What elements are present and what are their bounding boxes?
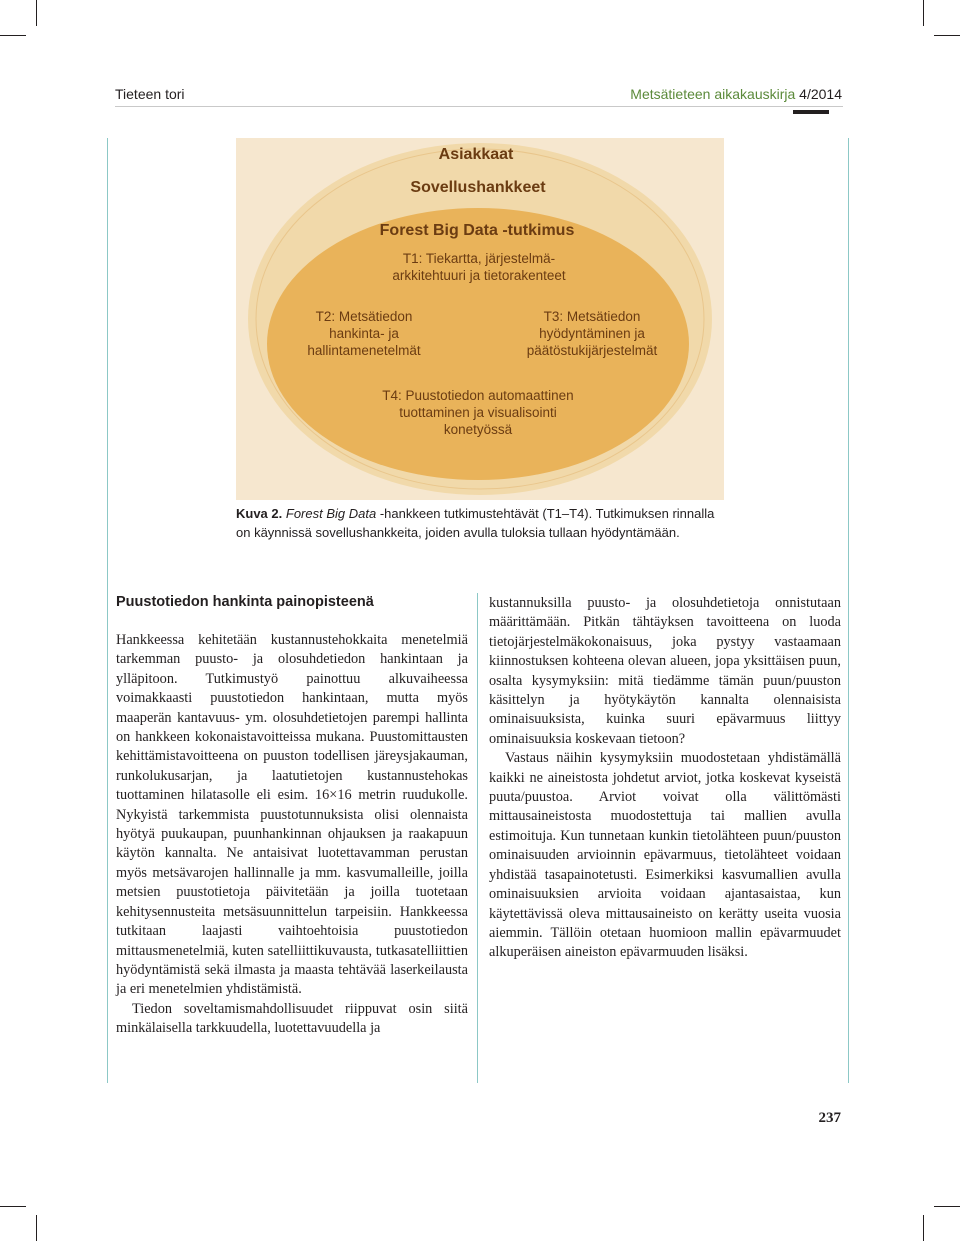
crop-mark xyxy=(0,1206,26,1207)
t3-line-3: päätöstukijärjestelmät xyxy=(526,343,658,358)
t4-line-1: T4: Puustotiedon automaattinen xyxy=(382,388,574,403)
crop-mark xyxy=(36,1215,37,1241)
crop-mark xyxy=(923,0,924,26)
t3-line-2: hyödyntäminen ja xyxy=(539,326,645,341)
left-paragraph-1: Hankkeessa kehitetään kustannustehokkaita menetelmiä tarkemman puusto- ja olosuhdetiedon hankintaan ja ylläpitoon. Tutkimustyö painottuu alkuvaiheessa voimakkaasti puustotiedon hankintaan, mutta myös maaperän kantavuus- ym. olosuhdetietojen parempi hallinta on hankkeen kokonaistavoitteissa mukana. Puustomittausten kehittämistavoitteena on puuston todellisen järeysjakauman, runkolukusarjan, ja laatutietojen kustannustehokas tuottaminen hilatasolle eli esim. 16×16 metrin ruudukolle. Nykyistä tarkemmista puustotunnuksista olisi olennaista hyötyä puukaupan, puunhankinnan ohjauksen ja raakapuun käytön kannalta. Ne antaisivat luotettavamman perustan myös metsävarojen hallinnalle ja mm. kasvumalleille, joilla metsien puustotietoja päivitetään ja joilla tuotetaan kehitysennusteita metsäsuunnittelun tarpeisiin. Hankkeessa tutkitaan laajasti vaihtoehtoisia puustotiedon mittausmenetelmiä, kuten satelliittikuvausta, tutkasatelliittien hyödyntämistä sekä ilmasta ja maasta tehtävää laserkeilausta ja eri menetelmien yhdistämistä. xyxy=(116,632,468,998)
crop-mark xyxy=(934,35,960,36)
page-number: 237 xyxy=(818,1110,841,1126)
crop-mark xyxy=(0,35,26,36)
journal-title xyxy=(630,86,842,102)
t1-line-1: T1: Tiekartta, järjestelmä- xyxy=(402,251,556,266)
right-paragraph-2: Vastaus näihin kysymyksiin muodostetaan yhdistämällä kaikki ne aineistosta johdetut arviot, jotka koskevat kyseistä puuta/puustoa. Arviot voivat olla välittömästi mittausaineistosta muodostettuja tai mallien avulla estimoituja. Kun tunnetaan kunkin tietolähteen puun/puuston ominaisuuden arvioinnin epävarmuus, tietolähteet voidaan yhdistää tasapainotetusti. Esimerkiksi kasvumallien avulla ominaisuuksien arvioita voidaan ajantasaistaa, kun käytettävissä oleva mittausaineisto on kerätty useita vuosia aiemmin. Tällöin otetaan huomioon mallin epävarmuudet alkuperäisen aineiston epävarmuuden lisäksi. xyxy=(489,750,841,961)
t4-line-3: konetyössä xyxy=(443,422,513,437)
section-heading: Puustotiedon hankinta painopisteenä xyxy=(116,594,374,610)
left-paragraph-2: Tiedon soveltamismahdollisuudet riippuvat osin siitä minkälaisella tarkkuudella, luotettavuudella ja xyxy=(116,1000,468,1037)
t2-line-1: T2: Metsätiedon xyxy=(315,309,413,324)
t1-line-2: arkkitehtuuri ja tietorakenteet xyxy=(392,268,566,283)
frame-line-center xyxy=(477,593,478,1083)
right-column xyxy=(489,594,841,963)
crop-mark xyxy=(36,0,37,26)
label-middle: Sovellushankkeet xyxy=(410,179,546,196)
section-title: Tieteen tori xyxy=(115,86,185,102)
header-bar xyxy=(793,110,829,114)
crop-mark xyxy=(934,1206,960,1207)
label-outer: Asiakkaat xyxy=(438,146,514,163)
t3-line-1: T3: Metsätiedon xyxy=(543,309,641,324)
right-paragraph-1: kustannuksilla puusto- ja olosuhdetietoja onnistutaan määrittämään. Pitkän tähtäyksen tavoitteena on luoda tietojärjestelmäkokonaisuus, joka pystyy vastaamaan kiinnostuksen kohteena olevan alueen, jopa yksittäisen puun, osalta kysymyksiin: mitä tiedämme tämän puun/puuston käsittelyn ja hyötykäytön kannalta olennaisista ominaisuuksista, kuinka suuri epävarmuus liittyy ominaisuuksia koskevaan tietoon? xyxy=(489,595,841,747)
t2-line-2: hankinta- ja xyxy=(329,326,399,341)
caption-italic: Forest Big Data xyxy=(285,506,377,521)
caption-label: Kuva 2. xyxy=(236,506,283,521)
left-column xyxy=(116,593,468,1039)
journal-issue: 4/2014 xyxy=(799,86,842,102)
t2-line-3: hallintamenetelmät xyxy=(307,343,421,358)
figure-caption xyxy=(236,504,726,542)
frame-line-left xyxy=(107,138,108,1083)
label-inner-title: Forest Big Data -tutkimus xyxy=(379,222,575,239)
frame-line-right xyxy=(848,138,849,1083)
crop-mark xyxy=(923,1215,924,1241)
research-diagram xyxy=(236,138,724,500)
journal-name: Metsätieteen aikakauskirja xyxy=(630,86,796,102)
t4-line-2: tuottaminen ja visualisointi xyxy=(399,405,557,420)
header-rule xyxy=(115,106,843,107)
caption-text: -hankkeen tutkimustehtävät (T1–T4). Tutkimuksen rinnalla on käynnissä sovellushankkeita, joiden avulla tuloksia tullaan hyödyntämään. xyxy=(236,506,715,540)
